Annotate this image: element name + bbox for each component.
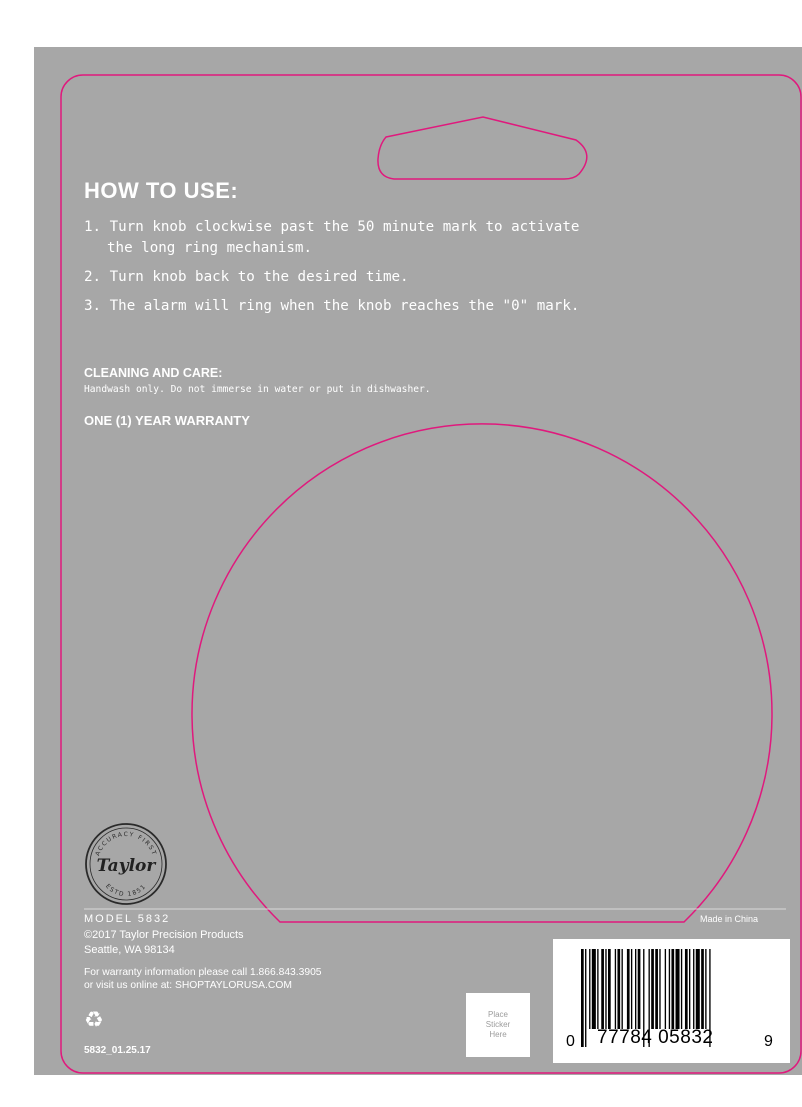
svg-text:ESTD 1851 [104,883,148,898]
barcode-bar [693,949,694,1029]
made-in-label: Made in China [700,914,759,924]
barcode-bar [597,949,598,1029]
barcode-right-digit: 9 [764,1033,773,1050]
step-1-line-2: the long ring mechanism. [107,240,312,256]
taylor-logo-seal [82,820,170,908]
recycle-icon: ♻ [84,1008,104,1033]
warranty-website: or visit us online at: SHOPTAYLORUSA.COM [84,980,292,991]
logo-brand: Taylor [96,856,156,876]
barcode-bar [689,949,690,1029]
hang-hole [378,117,587,179]
barcode-bar [617,949,620,1029]
sticker-line-3: Here [489,1030,507,1039]
barcode-bar [696,949,700,1029]
barcode-bar [665,949,666,1029]
barcode-bar [585,949,586,1047]
address-text: Seattle, WA 98134 [84,944,175,956]
barcode-bar [638,949,641,1029]
barcode-bar [635,949,636,1029]
barcode-bar [676,949,680,1029]
barcode-bar [655,949,658,1029]
barcode-bar [622,949,623,1029]
sticker-placeholder [466,993,530,1057]
barcode-digits: 77784 05832 [597,1027,714,1048]
barcode-bar [669,949,670,1029]
model-number: MODEL 5832 [84,913,171,925]
barcode-bar [685,949,688,1029]
logo-top-arc: ACCURACY FIRST [94,830,158,858]
instruction-step [84,267,579,288]
step-3-text: 3. The alarm will ring when the knob reaches the "0" mark. [84,298,580,314]
barcode-bar [681,949,682,1029]
barcode-bar [615,949,616,1029]
upc-barcode [553,939,790,1063]
barcode-left-digit: 0 [566,1033,575,1050]
barcode-bar [659,949,660,1029]
barcode-bar [631,949,632,1029]
product-window [192,424,772,922]
print-code: 5832_01.25.17 [84,1045,151,1056]
barcode-bar [605,949,606,1029]
instructions-list [84,217,579,325]
sticker-line-1: Place [487,1010,508,1019]
sticker-line-2: Sticker [485,1020,511,1029]
how-to-use-title: HOW TO USE: [84,178,239,203]
barcode-bar [581,949,584,1047]
instruction-step [84,217,579,259]
logo-bottom-arc: ESTD 1851 [104,882,148,899]
barcode-bar [589,949,590,1029]
warranty-title: ONE (1) YEAR WARRANTY [84,413,250,428]
svg-text:ACCURACY FIRST [94,831,157,857]
copyright-text: ©2017 Taylor Precision Products [84,929,244,941]
step-1-line-1: 1. Turn knob clockwise past the 50 minute mark to activate [84,219,580,235]
warranty-phone: For warranty information please call 1.866.843.3905 [84,967,322,978]
barcode-bar [705,949,706,1029]
barcode-bar [608,949,611,1029]
barcode-bar [671,949,674,1029]
barcode-bar [651,949,654,1029]
barcode-bar [627,949,630,1029]
barcode-bar [601,949,604,1029]
barcode-bar [701,949,704,1029]
step-2-text: 2. Turn knob back to the desired time. [84,269,409,285]
warranty-contact [84,966,322,992]
instruction-step [84,296,579,317]
cleaning-care-title: CLEANING AND CARE: [84,366,223,380]
cleaning-care-text: Handwash only. Do not immerse in water or put in dishwasher. [84,384,431,395]
barcode-bar [592,949,596,1029]
